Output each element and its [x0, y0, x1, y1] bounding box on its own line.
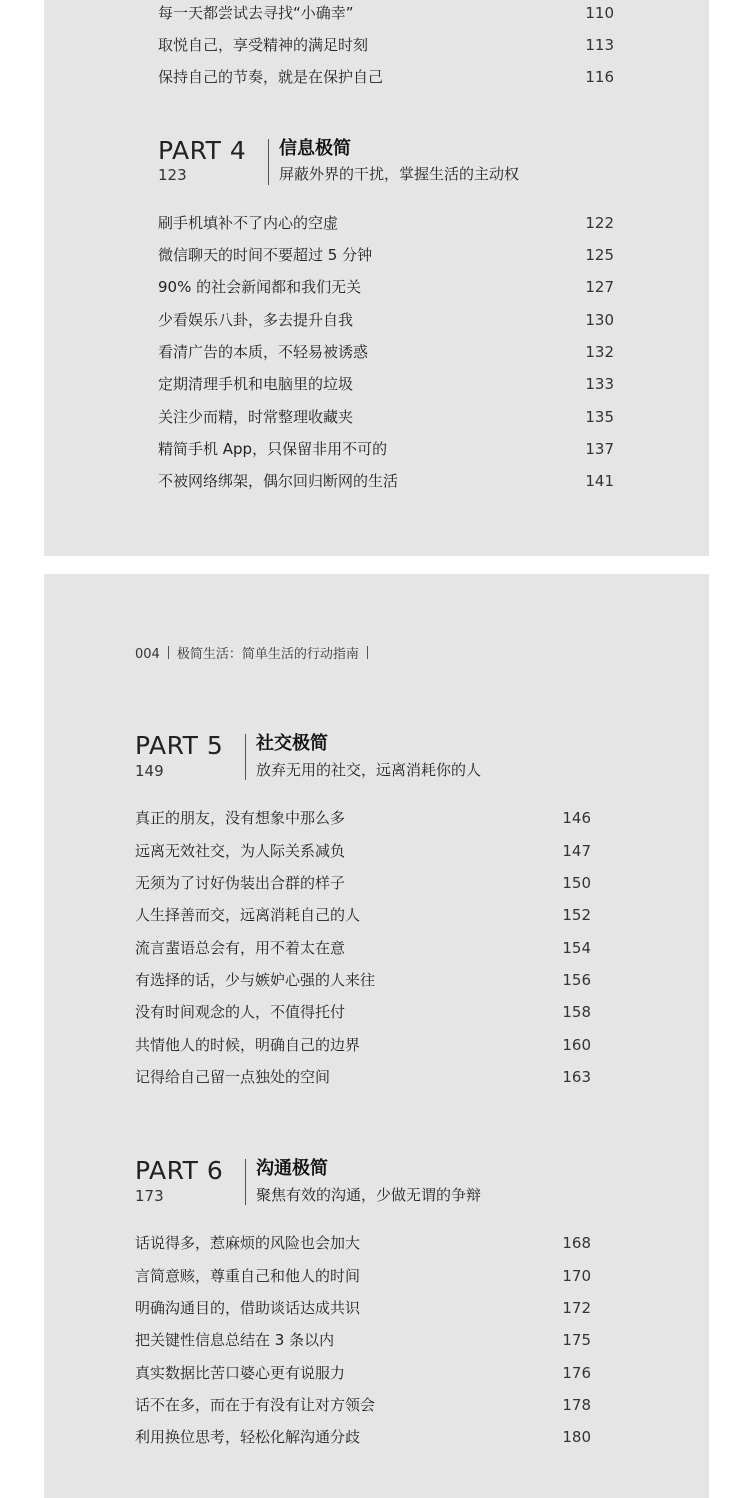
toc-entry-page: 137 — [585, 440, 614, 458]
toc-entry-title: 刷手机填补不了内心的空虚 — [158, 214, 339, 232]
toc-entry-page: 178 — [562, 1396, 591, 1414]
toc-entry-page: 154 — [562, 939, 591, 957]
toc-entry-page: 168 — [562, 1234, 591, 1252]
toc-entry[interactable] — [135, 1001, 591, 1023]
part-6-title: 沟通极简 — [256, 1158, 328, 1179]
toc-entry[interactable] — [158, 244, 614, 266]
toc-entry-title: 关注少而精，时常整理收藏夹 — [158, 408, 354, 426]
part-5-label: PART 5 — [135, 731, 224, 760]
toc-entry[interactable] — [135, 1265, 591, 1287]
toc-entry[interactable] — [158, 212, 614, 234]
toc-entry-page: 150 — [562, 874, 591, 892]
toc-entry[interactable] — [158, 470, 614, 492]
toc-entry-page: 125 — [585, 246, 614, 264]
toc-entry[interactable] — [135, 1362, 591, 1384]
toc-entry-page: 176 — [562, 1364, 591, 1382]
toc-page-bottom — [44, 574, 709, 1498]
toc-entry-title: 记得给自己留一点独处的空间 — [135, 1068, 331, 1086]
toc-entry-page: 152 — [562, 906, 591, 924]
toc-entry-title: 利用换位思考，轻松化解沟通分歧 — [135, 1428, 361, 1446]
toc-entry-page: 175 — [562, 1331, 591, 1349]
toc-entry-title: 不被网络绑架，偶尔回归断网的生活 — [158, 472, 399, 490]
toc-entry[interactable] — [135, 904, 591, 926]
toc-entry-page: 180 — [562, 1428, 591, 1446]
part-4-subtitle: 屏蔽外界的干扰，掌握生活的主动权 — [279, 165, 520, 183]
part-6-label: PART 6 — [135, 1156, 224, 1185]
toc-entry[interactable] — [158, 2, 614, 24]
part-5-divider — [245, 734, 246, 780]
part-4-page: 123 — [158, 166, 187, 184]
toc-entry-title: 把关键性信息总结在 3 条以内 — [135, 1331, 335, 1349]
toc-entry-title: 无须为了讨好伪装出合群的样子 — [135, 874, 346, 892]
toc-entry[interactable] — [158, 34, 614, 56]
toc-entry-page: 133 — [585, 375, 614, 393]
toc-entry[interactable] — [135, 969, 591, 991]
toc-entry-title: 有选择的话，少与嫉妒心强的人来往 — [135, 971, 376, 989]
part-6-page: 173 — [135, 1187, 164, 1205]
toc-entry-title: 看清广告的本质，不轻易被诱惑 — [158, 343, 369, 361]
toc-entry-page: 170 — [562, 1267, 591, 1285]
toc-entry-page: 132 — [585, 343, 614, 361]
part-5-page: 149 — [135, 762, 164, 780]
toc-entry[interactable] — [135, 807, 591, 829]
toc-entry-title: 没有时间观念的人，不值得托付 — [135, 1003, 346, 1021]
toc-entry-page: 113 — [585, 36, 614, 54]
toc-entry[interactable] — [158, 406, 614, 428]
header-book-title: 极简生活：简单生活的行动指南 — [176, 647, 359, 662]
toc-page-top — [44, 0, 709, 556]
part-4-divider — [268, 139, 269, 185]
toc-entry-title: 远离无效社交，为人际关系减负 — [135, 842, 346, 860]
toc-entry-page: 130 — [585, 311, 614, 329]
toc-entry[interactable] — [135, 1034, 591, 1056]
toc-entry[interactable] — [135, 840, 591, 862]
toc-entry-page: 127 — [585, 278, 614, 296]
toc-entry[interactable] — [135, 1426, 591, 1448]
toc-entry-title: 每一天都尝试去寻找“小确幸” — [158, 4, 354, 22]
toc-entry-title: 少看娱乐八卦，多去提升自我 — [158, 311, 354, 329]
toc-entry[interactable] — [158, 276, 614, 298]
toc-entry-page: 122 — [585, 214, 614, 232]
toc-entry-page: 147 — [562, 842, 591, 860]
toc-entry[interactable] — [158, 373, 614, 395]
toc-entry[interactable] — [135, 1232, 591, 1254]
part-6-subtitle: 聚焦有效的沟通，少做无谓的争辩 — [256, 1186, 482, 1204]
toc-entry-title: 话不在多，而在于有没有让对方领会 — [135, 1396, 376, 1414]
part-4-label: PART 4 — [158, 136, 247, 165]
toc-entry-title: 真正的朋友，没有想象中那么多 — [135, 809, 346, 827]
part-5-title: 社交极简 — [256, 733, 328, 754]
toc-entry[interactable] — [135, 872, 591, 894]
toc-entry-title: 流言蜚语总会有，用不着太在意 — [135, 939, 346, 957]
part-4-title: 信息极简 — [279, 138, 351, 159]
toc-entry-page: 156 — [562, 971, 591, 989]
toc-entry-title: 90% 的社会新闻都和我们无关 — [158, 278, 362, 296]
toc-entry-page: 172 — [562, 1299, 591, 1317]
toc-entry-page: 116 — [585, 68, 614, 86]
toc-entry[interactable] — [135, 1394, 591, 1416]
toc-entry-page: 158 — [562, 1003, 591, 1021]
toc-entry[interactable] — [135, 1066, 591, 1088]
toc-entry[interactable] — [158, 341, 614, 363]
header-page-number: 004 — [135, 647, 160, 662]
toc-entry[interactable] — [135, 937, 591, 959]
toc-entry-page: 135 — [585, 408, 614, 426]
running-header — [135, 645, 376, 665]
part-5-subtitle: 放弃无用的社交，远离消耗你的人 — [256, 761, 482, 779]
toc-entry-title: 微信聊天的时间不要超过 5 分钟 — [158, 246, 373, 264]
toc-entry-title: 明确沟通目的，借助谈话达成共识 — [135, 1299, 361, 1317]
toc-entry[interactable] — [135, 1297, 591, 1319]
toc-entry-page: 163 — [562, 1068, 591, 1086]
toc-entry-title: 定期清理手机和电脑里的垃圾 — [158, 375, 354, 393]
header-separator — [168, 646, 169, 659]
toc-entry-title: 人生择善而交，远离消耗自己的人 — [135, 906, 361, 924]
toc-entry[interactable] — [135, 1329, 591, 1351]
toc-entry-page: 110 — [585, 4, 614, 22]
toc-entry-title: 保持自己的节奏，就是在保护自己 — [158, 68, 384, 86]
toc-entry[interactable] — [158, 309, 614, 331]
toc-entry-title: 言简意赅，尊重自己和他人的时间 — [135, 1267, 361, 1285]
toc-entry-title: 话说得多，惹麻烦的风险也会加大 — [135, 1234, 361, 1252]
toc-entry-title: 取悦自己，享受精神的满足时刻 — [158, 36, 369, 54]
toc-entry-page: 141 — [585, 472, 614, 490]
toc-entry-title: 精简手机 App，只保留非用不可的 — [158, 440, 388, 458]
toc-entry-title: 真实数据比苦口婆心更有说服力 — [135, 1364, 346, 1382]
toc-entry-page: 146 — [562, 809, 591, 827]
toc-entry-page: 160 — [562, 1036, 591, 1054]
part-6-divider — [245, 1159, 246, 1205]
toc-entry[interactable] — [158, 438, 614, 460]
toc-entry[interactable] — [158, 66, 614, 88]
header-separator — [367, 646, 368, 659]
toc-entry-title: 共情他人的时候，明确自己的边界 — [135, 1036, 361, 1054]
